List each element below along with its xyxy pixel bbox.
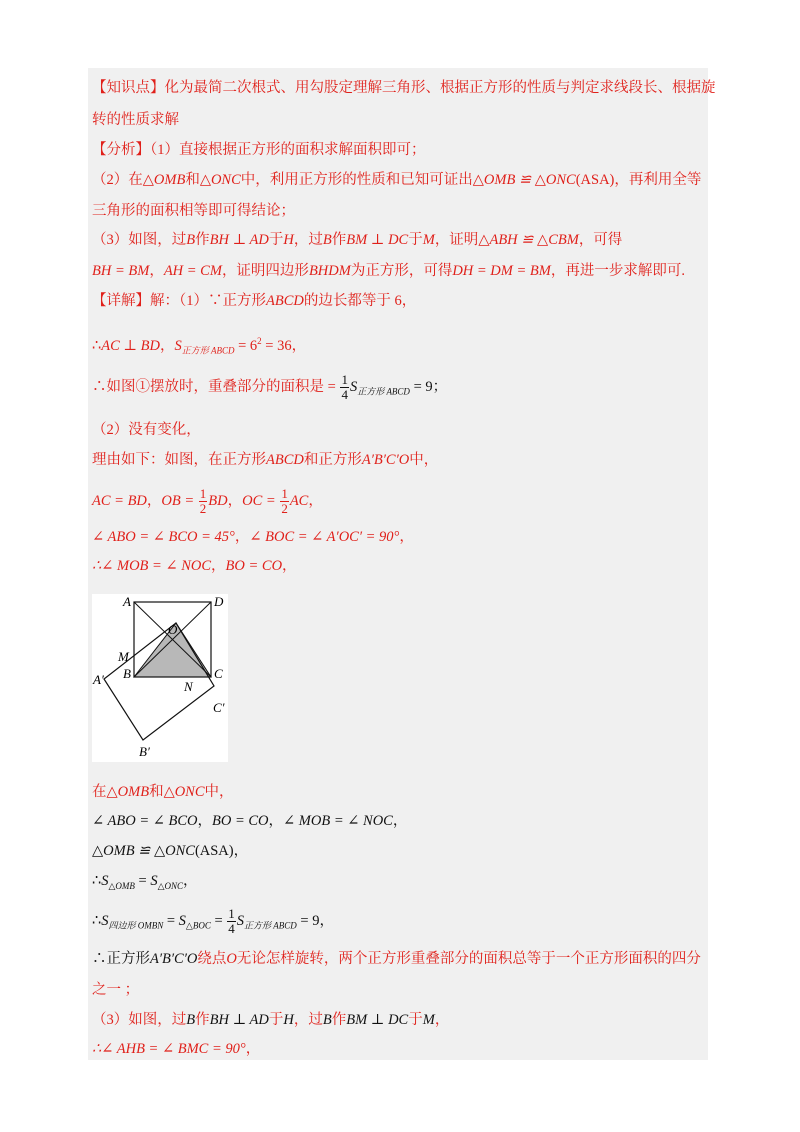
- m: △OMB ≌ △ONC: [92, 843, 195, 859]
- t: 中，利用正方形的性质和已知可证出: [240, 172, 473, 188]
- label-B: B: [123, 666, 131, 681]
- fraction: [199, 487, 208, 516]
- label-M: M: [118, 649, 129, 664]
- label-D: D: [214, 594, 224, 609]
- t: ，: [197, 813, 213, 829]
- m: BO = CO: [212, 813, 269, 829]
- t: 的边长都等于 6，: [303, 293, 417, 309]
- t: ，可得: [578, 232, 623, 248]
- t: ∴如图①摆放时，重叠部分的面积是 =: [92, 378, 340, 395]
- t: （2）在: [92, 172, 143, 188]
- solution-line-14: [92, 950, 708, 968]
- m: AC: [289, 492, 309, 509]
- solution-line-12: [92, 872, 708, 895]
- t: ，: [183, 873, 198, 889]
- m: A′B′C′O: [361, 452, 410, 468]
- geometry-figure-svg: [92, 594, 228, 762]
- m: ABCD: [266, 293, 304, 309]
- m: BH = BM: [92, 263, 150, 279]
- m: BO = CO: [225, 558, 283, 574]
- sup: 2: [257, 336, 262, 346]
- t: ，: [434, 1012, 450, 1028]
- denominator: 4: [341, 387, 348, 402]
- t: 中，: [204, 784, 234, 800]
- fraction: [227, 907, 236, 936]
- m: ∠ BOC = ∠ A′OC′ = 90°: [249, 529, 400, 545]
- numerator: 1: [199, 486, 207, 501]
- t: (ASA)，: [194, 843, 249, 859]
- fraction: [280, 487, 289, 516]
- t: ∴正方形: [92, 951, 150, 967]
- m: BH ⊥ AD: [209, 232, 269, 248]
- t: ，过: [293, 1012, 323, 1028]
- m: S: [349, 378, 358, 395]
- t: ，: [399, 529, 414, 545]
- sub: △BOC: [185, 920, 211, 931]
- m: M: [422, 1012, 435, 1028]
- solution-line-5: [92, 451, 708, 469]
- solution-line-9: [92, 783, 708, 801]
- t: =: [134, 873, 151, 889]
- t: ，过: [293, 232, 323, 248]
- t: 无论怎样旋转，两个正方形重叠部分的面积总等于一个正方形面积的四分: [236, 951, 701, 967]
- m: AH = CM: [163, 263, 222, 279]
- t: 为正方形，可得: [350, 263, 453, 279]
- m: B: [322, 1012, 332, 1028]
- solution-line-2: [92, 332, 708, 360]
- solution-line-3: [92, 373, 708, 402]
- t: = 6: [234, 337, 258, 354]
- t: 绕点: [197, 951, 227, 967]
- sub: 正方形 ABCD: [181, 345, 235, 356]
- t: =: [163, 912, 179, 929]
- sub: 四边形 OMBN: [108, 920, 164, 931]
- label-C: C: [214, 666, 223, 681]
- m: ∠ ABO = ∠ BCO = 45°: [92, 529, 235, 545]
- solution-line-4: （2）没有变化，: [92, 422, 201, 438]
- t: ，: [211, 558, 226, 574]
- m: △ABH ≌ △CBM: [478, 232, 579, 248]
- m: S: [174, 337, 182, 354]
- t: =: [210, 912, 227, 929]
- solution-line-16: [92, 1011, 708, 1029]
- m: S: [178, 912, 186, 929]
- t: ，: [392, 813, 408, 829]
- label-C-prime: C′: [213, 700, 225, 715]
- t: ，证明: [434, 232, 479, 248]
- sub: △ONC: [157, 880, 184, 891]
- square-a-prime-b-prime-c-prime-o: [104, 623, 214, 740]
- m: OB =: [161, 492, 198, 509]
- solution-line-13: [92, 907, 708, 936]
- geometry-figure: [92, 594, 228, 762]
- analysis-line-5: [92, 262, 708, 280]
- numerator: 1: [228, 906, 235, 921]
- label-B-prime: B′: [139, 744, 150, 759]
- analysis-line-3: 三角形的面积相等即可得结论；: [92, 203, 295, 219]
- t: 中，: [409, 452, 439, 468]
- t: ，再进一步求解即可.: [550, 263, 685, 279]
- m: S: [150, 873, 158, 889]
- sub: 正方形 ABCD: [357, 386, 410, 397]
- solution-line-15: 之一 ；: [92, 982, 140, 998]
- m: AC ⊥ BD: [101, 337, 160, 354]
- t: ∴: [92, 873, 102, 889]
- t: (ASA)，再利用全等: [575, 172, 702, 188]
- m: ∠ MOB = ∠ NOC: [283, 813, 393, 829]
- t: 在: [92, 784, 107, 800]
- t: 解：（1）∵正方形: [150, 293, 266, 309]
- t: 于: [268, 232, 284, 248]
- t: = 9；: [409, 378, 448, 395]
- denominator: 2: [199, 501, 207, 516]
- m: M: [422, 232, 435, 248]
- m: BM ⊥ DC: [346, 232, 409, 248]
- numerator: 1: [281, 486, 288, 501]
- t: 作: [195, 232, 210, 248]
- m: AC = BD: [92, 492, 147, 509]
- t: ，: [149, 263, 164, 279]
- m: △OMB: [142, 172, 186, 188]
- analysis-line-4: [92, 231, 708, 249]
- knowledge-point-line-2: 转的性质求解: [92, 112, 179, 128]
- t: ，: [159, 337, 175, 354]
- t: ，: [234, 529, 250, 545]
- solution-tag: 【详解】: [92, 293, 150, 309]
- analysis-line-1: [92, 141, 708, 159]
- m: S: [101, 873, 109, 889]
- sub: 正方形 ABCD: [244, 920, 297, 931]
- fraction: [340, 373, 349, 402]
- t: 于: [268, 1012, 284, 1028]
- solution-line-11: [92, 842, 708, 860]
- analysis-tag: 【分析】: [92, 142, 150, 158]
- solution-line-6: [92, 487, 708, 516]
- solution-line-8: [92, 557, 708, 575]
- m: A′B′C′O: [150, 951, 198, 967]
- m: S: [236, 912, 245, 929]
- t: ∴: [92, 912, 102, 929]
- t: ，: [245, 1041, 261, 1057]
- t: = 9，: [296, 912, 334, 929]
- solution-line-17: [92, 1040, 708, 1058]
- denominator: 2: [281, 501, 288, 516]
- t: 和: [185, 172, 200, 188]
- t: ，: [268, 813, 284, 829]
- m: BHDM: [308, 263, 351, 279]
- t: ，: [146, 492, 162, 509]
- m: ∴∠ AHB = ∠ BMC = 90°: [92, 1041, 246, 1057]
- label-N: N: [184, 679, 193, 694]
- m: ∠ ABO = ∠ BCO: [92, 813, 198, 829]
- m: S: [101, 912, 109, 929]
- m: BH ⊥ AD: [209, 1012, 269, 1028]
- m: BM ⊥ DC: [346, 1012, 409, 1028]
- m: O: [226, 951, 237, 967]
- sub: △OMB: [108, 880, 135, 891]
- label-A-prime: A′: [93, 672, 104, 687]
- m: H: [283, 232, 294, 248]
- solution-line-10: [92, 812, 708, 830]
- t: = 36，: [261, 337, 307, 354]
- m: ABCD: [266, 452, 304, 468]
- knowledge-point-line-1: 【知识点】化为最简二次根式、用勾股定理解三角形、根据正方形的性质与判定求线段长、根据旋: [92, 80, 716, 96]
- t: ∴: [92, 337, 102, 354]
- m: OC =: [242, 492, 280, 509]
- t: ，证明四边形: [221, 263, 309, 279]
- t: ，: [282, 558, 297, 574]
- m: ∴∠ MOB = ∠ NOC: [92, 558, 212, 574]
- label-O: O: [168, 622, 178, 637]
- m: B: [322, 232, 332, 248]
- t: 和正方形: [303, 452, 362, 468]
- t: 理由如下：如图，在正方形: [92, 452, 266, 468]
- m: H: [283, 1012, 294, 1028]
- t: （3）如图，过: [92, 1012, 187, 1028]
- m: △ONC: [163, 784, 205, 800]
- analysis-text: （1）直接根据正方形的面积求解面积即可；: [150, 142, 426, 158]
- solution-line-7: [92, 528, 708, 546]
- m: △OMB ≌ △ONC: [472, 172, 576, 188]
- label-A: A: [123, 594, 131, 609]
- m: B: [186, 1012, 196, 1028]
- m: DH = DM = BM: [452, 263, 551, 279]
- t: 于: [408, 1012, 423, 1028]
- numerator: 1: [341, 372, 348, 387]
- t: 作: [331, 232, 347, 248]
- t: 于: [408, 232, 423, 248]
- t: 作: [195, 1012, 210, 1028]
- solution-line-1: [92, 292, 708, 310]
- m: △ONC: [199, 172, 241, 188]
- t: 和: [149, 784, 164, 800]
- t: 作: [331, 1012, 347, 1028]
- denominator: 4: [228, 921, 235, 936]
- t: ，: [227, 492, 243, 509]
- t: ，: [308, 492, 323, 509]
- analysis-line-2: [92, 171, 708, 189]
- m: BD: [208, 492, 228, 509]
- m: △OMB: [106, 784, 150, 800]
- t: （3）如图，过: [92, 232, 187, 248]
- m: B: [186, 232, 196, 248]
